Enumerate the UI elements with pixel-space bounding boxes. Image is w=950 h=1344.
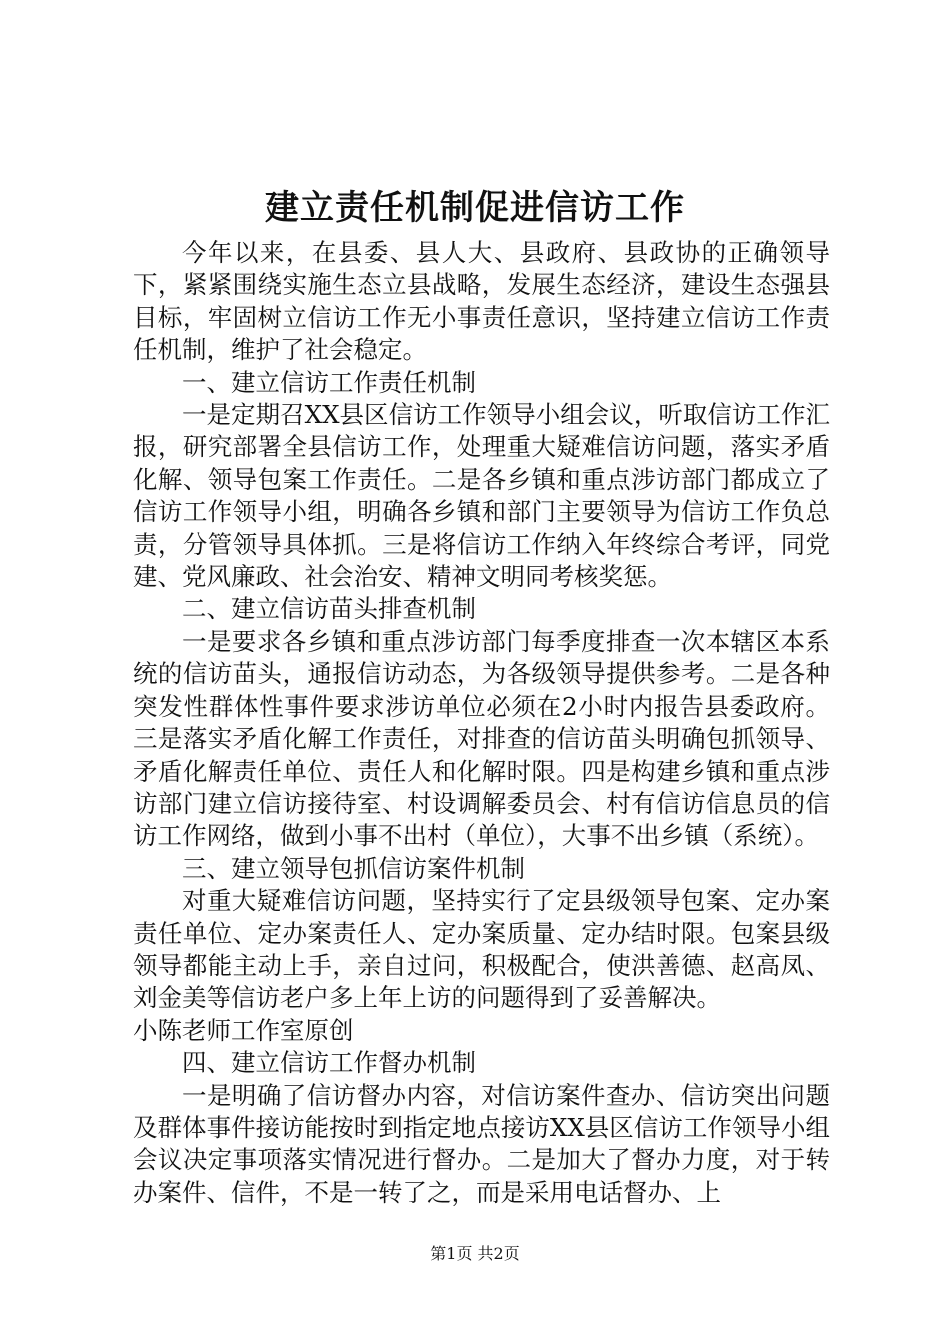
document-title: 建立责任机制促进信访工作 bbox=[265, 188, 685, 228]
section-heading-4: 四、建立信访工作督办机制 bbox=[182, 1048, 476, 1078]
author-note: 小陈老师工作室原创 bbox=[133, 1015, 354, 1045]
section-heading-3: 三、建立领导包抓信访案件机制 bbox=[182, 853, 525, 883]
section-paragraph-2: 一是要求各乡镇和重点涉访部门每季度排查一次本辖区本系统的信访苗头，通报信访动态，为各级领导提供参考。二是各种突发性群体性事件要求涉访单位必须在2小时内报告县委政府。三是落实矛盾化解工作责任，对排查的信访苗头明确包抓领导、矛盾化解责任单位、责任人和化解时限。四是构建乡镇和重点涉访部门建立信访接待室、村设调解委员会、村有信访信息员的信访工作网络，做到小事不出村（单位），大事不出乡镇（系统）。 bbox=[133, 626, 830, 851]
section-heading-2: 二、建立信访苗头排查机制 bbox=[182, 594, 476, 624]
section-paragraph-1: 一是定期召XX县区信访工作领导小组会议，听取信访工作汇报，研究部署全县信访工作，处理重大疑难信访问题，落实矛盾化解、领导包案工作责任。二是各乡镇和重点涉访部门都成立了信访工作领导小组，明确各乡镇和部门主要领导为信访工作负总责，分管领导具体抓。三是将信访工作纳入年终综合考评，同党建、党风廉政、社会治安、精神文明同考核奖惩。 bbox=[133, 400, 830, 592]
document-body bbox=[133, 237, 830, 1209]
intro-paragraph: 今年以来，在县委、县人大、县政府、县政协的正确领导下，紧紧围绕实施生态立县战略，发展生态经济，建设生态强县目标，牢固树立信访工作无小事责任意识，坚持建立信访工作责任机制，维护了社会稳定。 bbox=[133, 238, 830, 365]
page-number-footer: 第1页 共2页 bbox=[430, 1244, 520, 1263]
section-paragraph-3: 对重大疑难信访问题，坚持实行了定县级领导包案、定办案责任单位、定办案责任人、定办案质量、定办结时限。包案县级领导都能主动上手，亲自过问，积极配合，使洪善德、赵高凤、刘金美等信访老户多上年上访的问题得到了妥善解决。 bbox=[133, 886, 830, 1013]
section-paragraph-4: 一是明确了信访督办内容，对信访案件查办、信访突出问题及群体事件接访能按时到指定地点接访XX县区信访工作领导小组会议决定事项落实情况进行督办。二是加大了督办力度，对于转办案件、信件，不是一转了之，而是采用电话督办、上 bbox=[133, 1080, 830, 1207]
section-heading-1: 一、建立信访工作责任机制 bbox=[182, 367, 476, 397]
